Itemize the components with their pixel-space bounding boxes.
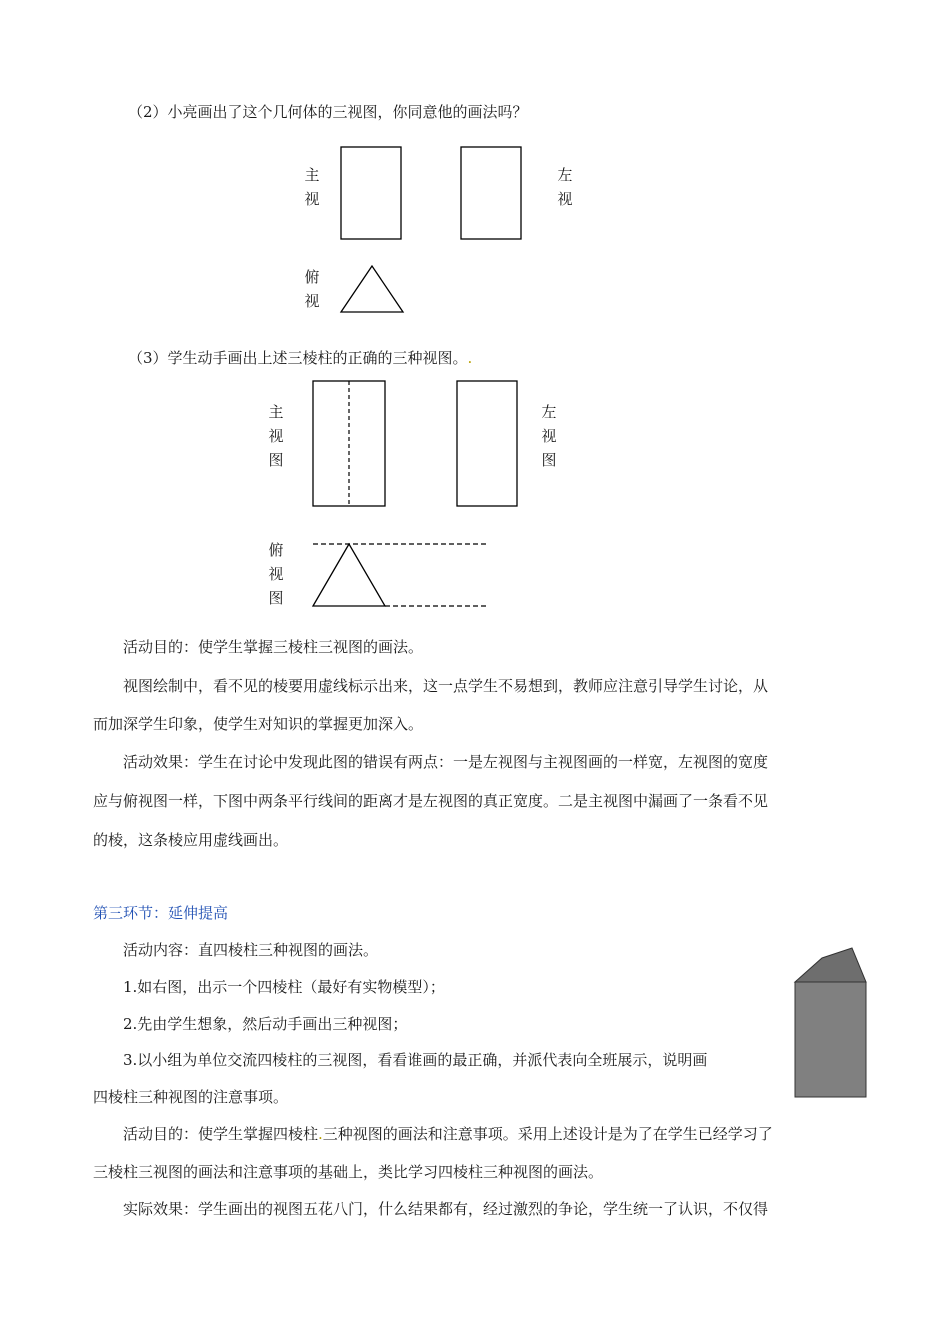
prism-top-face (795, 948, 866, 982)
section3-item-3-line-1: 3.以小组为单位交流四棱柱的三视图，看看谁画的最正确，并派代表向全班展示，说明画 (123, 1051, 708, 1069)
section3-heading: 第三环节：延伸提高 (93, 904, 229, 922)
q2-front-label: 主 视 (304, 166, 320, 208)
activity-goal-1: 活动目的：使学生掌握三棱柱三视图的画法。 (123, 638, 424, 656)
q3-top-label: 俯 视 图 (268, 541, 284, 607)
section3-actual-line-1: 实际效果：学生画出的视图五花八门，什么结果都有，经过激烈的争论，学生统一了认识，不仅得 (123, 1200, 769, 1218)
q3-top-view-triangle (313, 544, 385, 606)
q2-text: （2）小亮画出了这个几何体的三视图，你同意他的画法吗？ (128, 103, 528, 121)
activity-effect-line-2: 应与俯视图一样，下图中两条平行线间的距离才是左视图的真正宽度。二是主视图中漏画了一条看不见 (93, 792, 769, 810)
q2-top-label: 俯 视 (304, 268, 320, 310)
q2-front-view-rect (341, 147, 401, 239)
section3-item-3-line-2: 四棱柱三种视图的注意事项。 (93, 1088, 289, 1106)
section3-goal-line-1: 活动目的：使学生掌握四棱柱.三种视图的画法和注意事项。采用上述设计是为了在学生已经学习了 (123, 1125, 773, 1143)
q2-left-label: 左 视 (557, 166, 573, 208)
q3-front-label: 主 视 图 (268, 403, 284, 469)
q3-left-label: 左 视 图 (541, 403, 557, 469)
activity-effect-line-1: 活动效果：学生在讨论中发现此图的错误有两点：一是左视图与主视图画的一样宽，左视图的宽度 (123, 753, 769, 771)
q2-top-view-triangle (341, 266, 403, 312)
prism-front-face (795, 982, 866, 1097)
section3-goal-line-2: 三棱柱三视图的画法和注意事项的基础上，类比学习四棱柱三种视图的画法。 (93, 1163, 604, 1181)
q3-text: （3）学生动手画出上述三棱柱的正确的三种视图。. (128, 349, 473, 367)
q3-left-view-rect (457, 381, 517, 506)
section3-item-1: 1.如右图，出示一个四棱柱（最好有实物模型）； (123, 978, 445, 996)
q2-left-view-rect (461, 147, 521, 239)
activity-effect-line-3: 的棱，这条棱应用虚线画出。 (93, 831, 289, 849)
section3-item-2: 2.先由学生想象，然后动手画出三种视图； (123, 1015, 408, 1033)
drawing-note-line-1: 视图绘制中，看不见的棱要用虚线标示出来，这一点学生不易想到，教师应注意引导学生讨论，从 (123, 677, 769, 695)
section3-content: 活动内容：直四棱柱三种视图的画法。 (123, 941, 379, 959)
drawing-note-line-2: 而加深学生印象，使学生对知识的掌握更加深入。 (93, 715, 424, 733)
